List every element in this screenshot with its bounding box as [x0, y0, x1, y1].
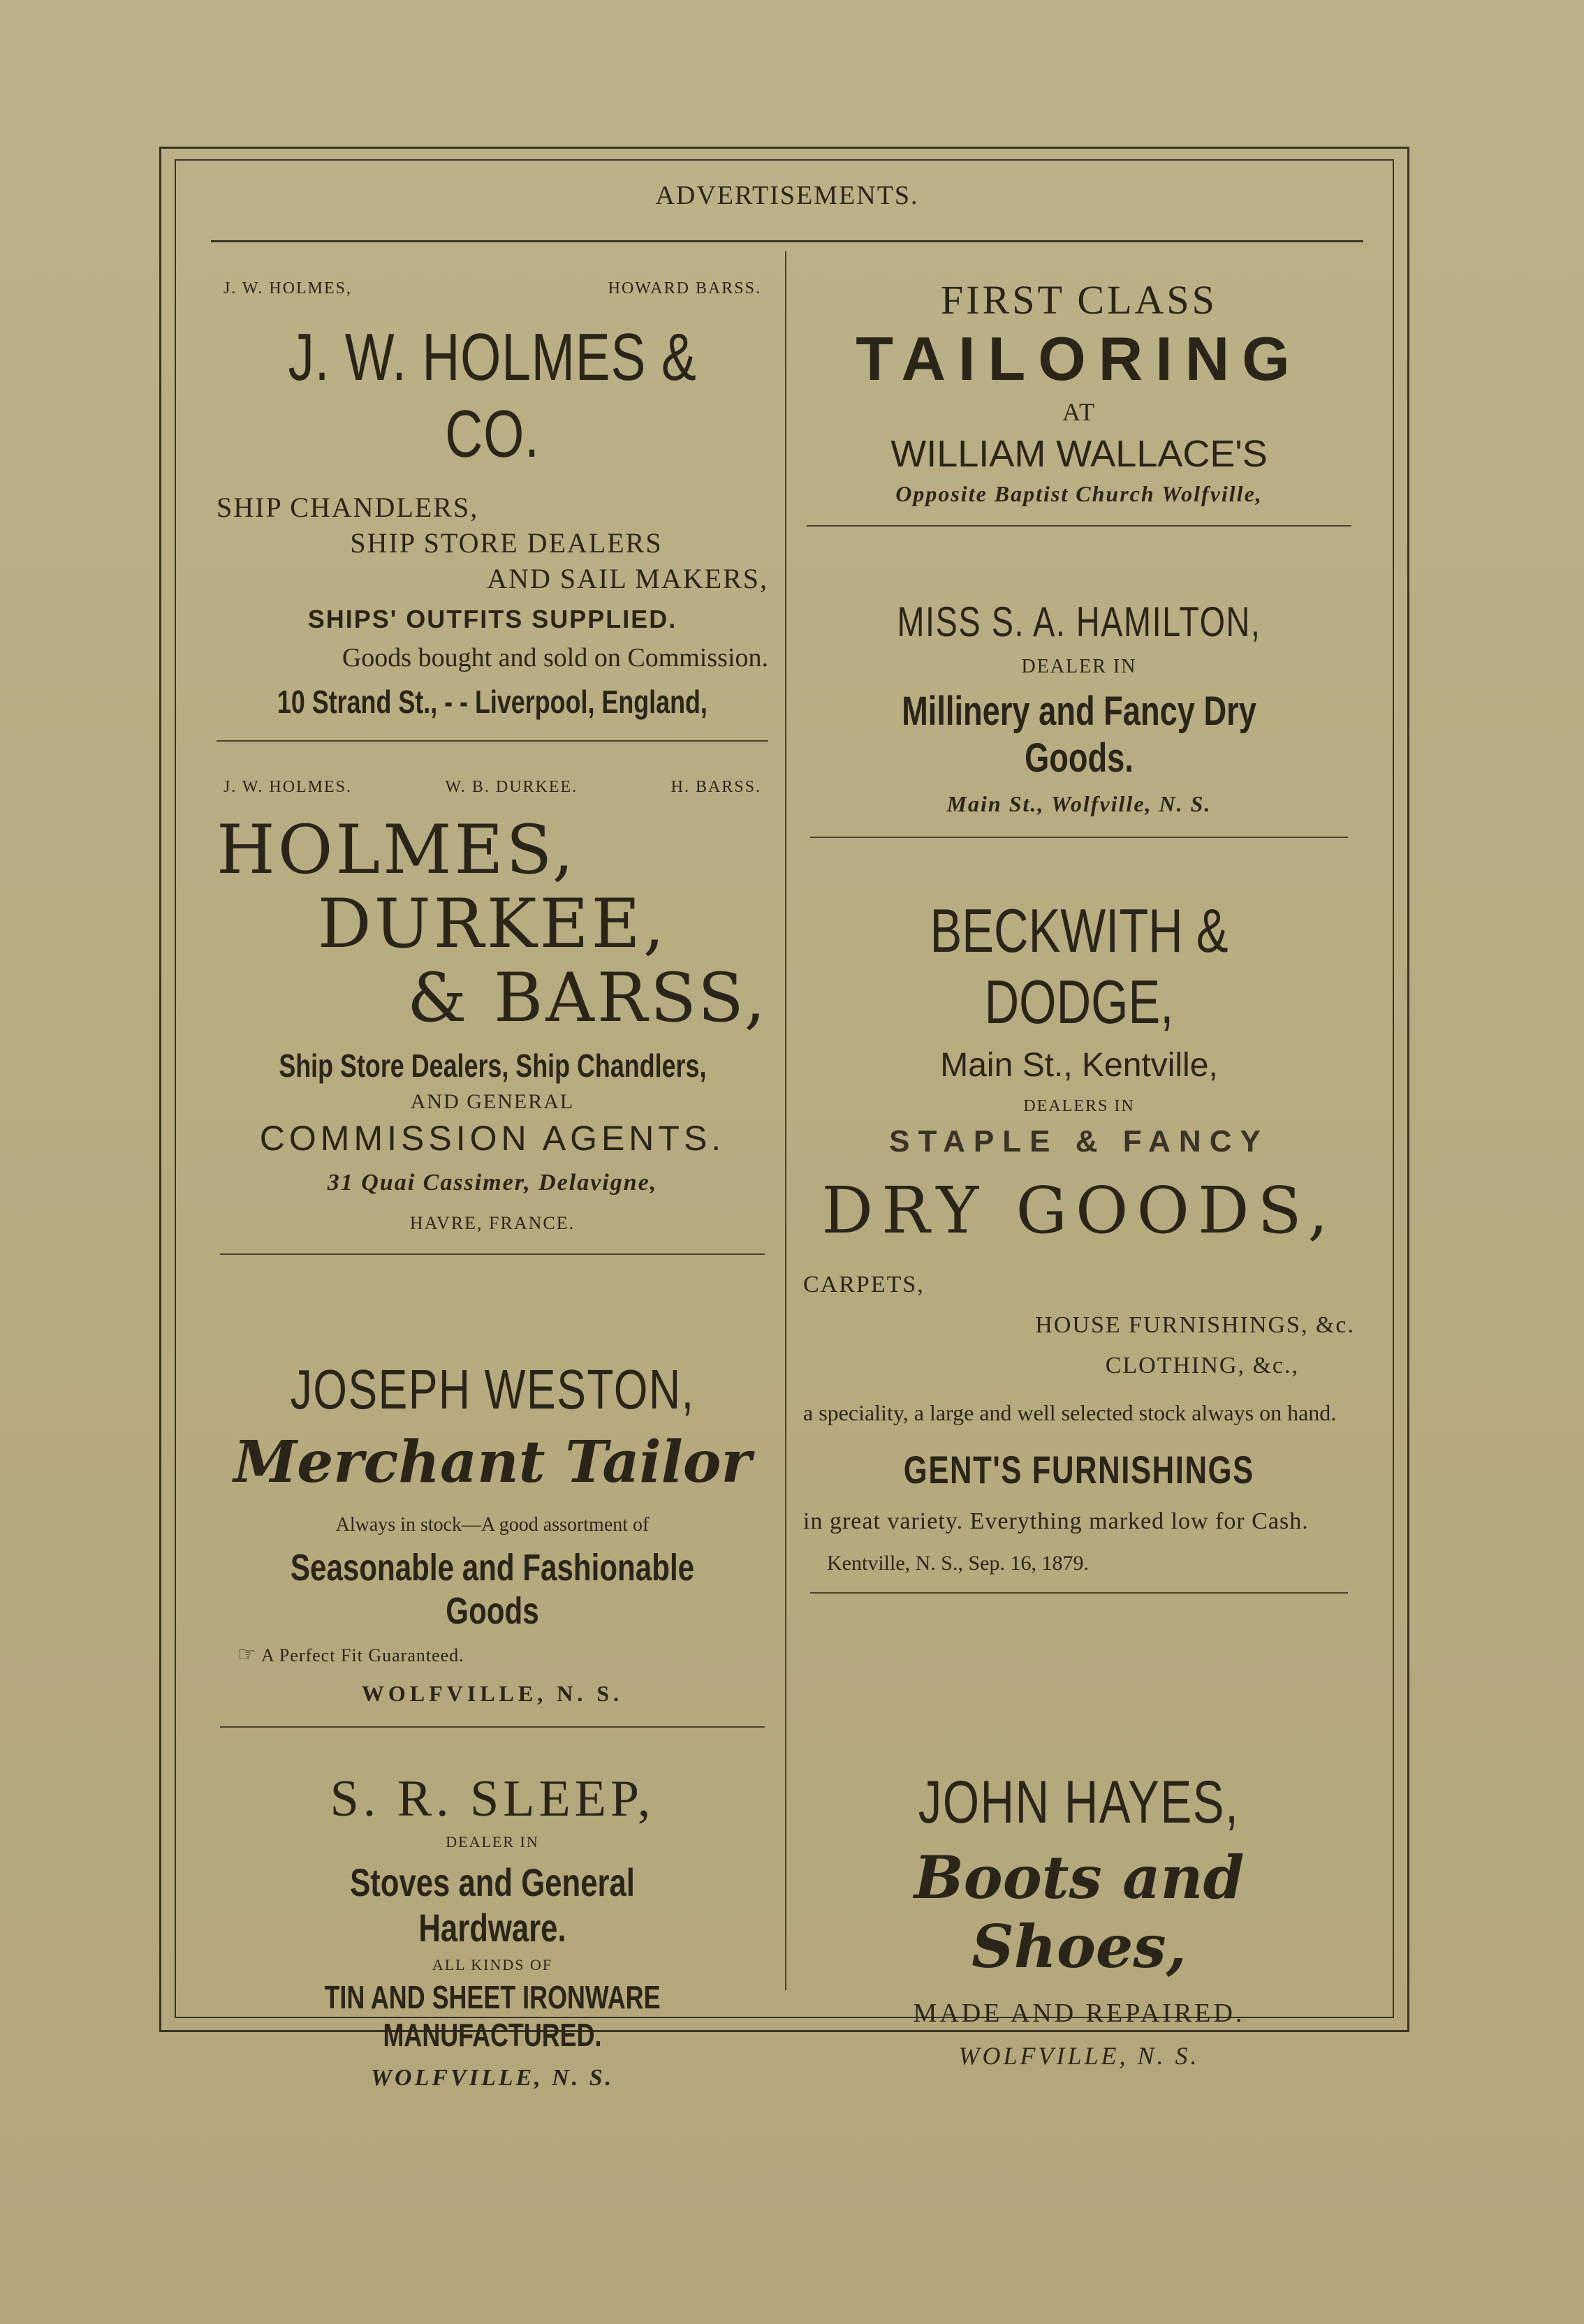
ad-title: MISS S. A. HAMILTON, — [897, 598, 1261, 645]
ad-line: MADE AND REPAIRED. — [913, 1999, 1245, 2028]
ad-address: WOLFVILLE, N. S. — [370, 2065, 615, 2091]
ad-separator — [807, 525, 1351, 527]
ad-title: TAILORING — [856, 324, 1303, 393]
ad-line: SHIPS' OUTFITS SUPPLIED. — [307, 605, 677, 633]
ad-line: STAPLE & FANCY — [889, 1124, 1269, 1159]
partner-name: J. W. HOLMES, — [223, 279, 353, 297]
ad-title: HOLMES, — [217, 811, 577, 889]
partner-name: W. B. DURKEE. — [445, 778, 578, 796]
ad-line: COMMISSION AGENTS. — [259, 1119, 726, 1158]
ad-title: S. R. SLEEP, — [330, 1770, 655, 1827]
ad-line: TIN AND SHEET IRONWARE MANUFACTURED. — [324, 1979, 661, 2053]
ad-title: & BARSS, — [406, 959, 768, 1037]
ad-line: CARPETS, — [803, 1272, 925, 1297]
ad-title: J. W. HOLMES & CO. — [288, 320, 697, 471]
ad-line: AT — [1062, 398, 1096, 426]
page-header: ADVERTISEMENTS. — [655, 181, 919, 210]
partner-name: J. W. HOLMES. — [223, 778, 353, 796]
ad-line: Main St., Kentville, — [940, 1047, 1218, 1084]
ad-line: GENT'S FURNISHINGS — [903, 1447, 1254, 1492]
ad-miss-hamilton — [803, 598, 1355, 870]
ad-subtitle: Boots and Shoes, — [914, 1843, 1245, 1981]
ad-line: Goods bought and sold on Commission. — [342, 643, 768, 672]
ad-s-r-sleep — [217, 1770, 768, 2091]
ad-title: BECKWITH & DODGE, — [930, 896, 1229, 1036]
ad-beckwith-dodge — [803, 895, 1355, 1761]
ad-title: JOHN HAYES, — [918, 1769, 1240, 1836]
ad-line: Ship Store Dealers, Ship Chandlers, — [278, 1047, 707, 1084]
ad-joseph-weston — [217, 1358, 768, 1756]
ad-separator — [220, 1726, 765, 1728]
ad-william-wallace — [803, 277, 1355, 570]
ad-separator — [217, 740, 768, 742]
right-column — [803, 251, 1355, 2071]
partner-name: H. BARSS. — [670, 778, 761, 796]
ad-line: ALL KINDS OF — [432, 1956, 553, 1973]
pointing-hand-icon: ☞ — [237, 1643, 257, 1666]
ad-line: AND SAIL MAKERS, — [487, 563, 768, 594]
ad-title: DURKEE, — [317, 885, 668, 963]
ad-holmes-co — [217, 279, 768, 747]
ad-line: A Perfect Fit Guaranteed. — [261, 1645, 464, 1665]
ad-address: 10 Strand St., - - Liverpool, England, — [277, 684, 708, 720]
ad-separator — [810, 837, 1348, 838]
ad-line: CLOTHING, &c., — [1105, 1353, 1299, 1378]
ad-line: DEALERS IN — [1023, 1097, 1135, 1115]
left-column — [217, 251, 768, 2091]
ad-line: SHIP CHANDLERS, — [217, 492, 479, 523]
ad-line: DEALER IN — [446, 1833, 539, 1851]
ad-title: DRY GOODS, — [821, 1173, 1337, 1248]
ad-line: FIRST CLASS — [941, 277, 1217, 323]
ad-line: Stoves and General Hardware. — [350, 1860, 635, 1950]
ad-line: a speciality, a large and well selected stock always on hand. — [803, 1400, 1337, 1425]
ad-separator — [220, 1253, 765, 1255]
ad-line: SHIP STORE DEALERS — [350, 527, 663, 559]
ad-line: DEALER IN — [1021, 656, 1137, 677]
ad-separator — [810, 1592, 1348, 1594]
ad-line: Always in stock—A good assortment of — [335, 1514, 650, 1536]
ad-line: in great variety. Everything marked low for Cash. — [803, 1508, 1309, 1534]
ad-line: Seasonable and Fashionable Goods — [290, 1547, 695, 1632]
ad-line: WILLIAM WALLACE'S — [890, 433, 1268, 475]
ad-title: JOSEPH WESTON, — [290, 1358, 695, 1420]
ad-address: Main St., Wolfville, N. S. — [946, 791, 1212, 816]
ad-address: WOLFVILLE, N. S. — [958, 2042, 1200, 2070]
ad-address: 31 Quai Cassimer, Delavigne, — [327, 1170, 658, 1196]
ad-line: Millinery and Fancy Dry Goods. — [902, 689, 1256, 781]
header-rule — [211, 240, 1363, 242]
ad-holmes-durkee-barss — [217, 778, 768, 1330]
ad-subtitle: Merchant Tailor — [233, 1429, 751, 1496]
ad-line: HOUSE FURNISHINGS, &c. — [1035, 1312, 1355, 1338]
ad-john-hayes — [803, 1768, 1355, 2071]
ad-address: WOLFVILLE, N. S. — [361, 1681, 624, 1706]
partner-name: HOWARD BARSS. — [608, 279, 761, 297]
column-divider — [785, 251, 786, 1990]
ad-address: Opposite Baptist Church Wolfville, — [895, 481, 1263, 506]
ad-address: Kentville, N. S., Sep. 16, 1879. — [827, 1551, 1089, 1575]
ad-line: AND GENERAL — [410, 1090, 575, 1113]
ad-address: HAVRE, FRANCE. — [409, 1213, 575, 1233]
